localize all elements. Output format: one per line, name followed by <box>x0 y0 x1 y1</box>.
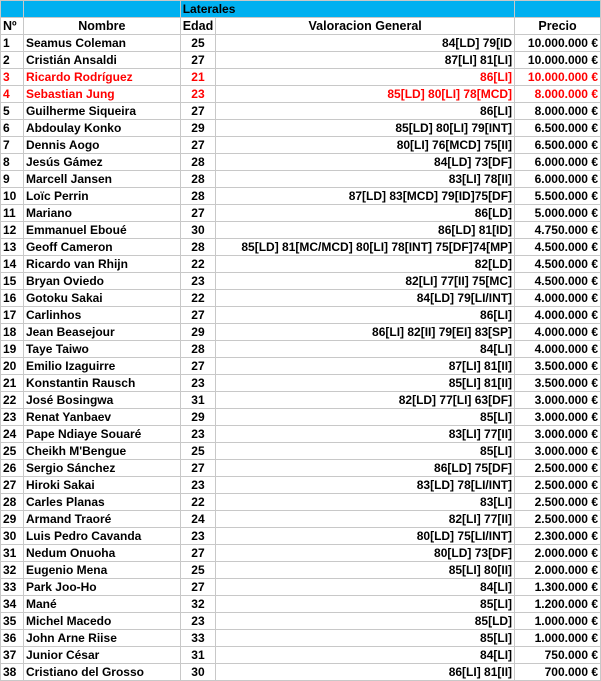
player-name[interactable]: John Arne Riise <box>23 630 180 647</box>
row-number[interactable]: 4 <box>1 86 24 103</box>
player-name[interactable]: Sergio Sánchez <box>23 460 180 477</box>
table-row <box>1 409 601 426</box>
player-rating[interactable]: 83[LI] <box>216 494 515 511</box>
row-number[interactable]: 24 <box>1 426 24 443</box>
player-price[interactable]: 1.300.000 € <box>515 579 601 596</box>
player-rating[interactable]: 87[LI] 81[LI] <box>216 52 515 69</box>
player-price[interactable]: 6.000.000 € <box>515 154 601 171</box>
row-number[interactable]: 19 <box>1 341 24 358</box>
player-price[interactable]: 3.000.000 € <box>515 443 601 460</box>
player-rating[interactable]: 84[LD] 79[LI/INT] <box>216 290 515 307</box>
row-number[interactable]: 1 <box>1 35 24 52</box>
player-price[interactable]: 2.500.000 € <box>515 460 601 477</box>
player-age[interactable]: 22 <box>180 290 216 307</box>
row-number[interactable]: 31 <box>1 545 24 562</box>
player-age[interactable]: 30 <box>180 664 216 681</box>
row-number[interactable]: 26 <box>1 460 24 477</box>
row-number[interactable]: 3 <box>1 69 24 86</box>
row-number[interactable]: 10 <box>1 188 24 205</box>
table-row <box>1 103 601 120</box>
player-age[interactable]: 32 <box>180 596 216 613</box>
header-name[interactable]: Nombre <box>23 18 180 35</box>
player-age[interactable]: 25 <box>180 562 216 579</box>
player-rating[interactable]: 85[LD] 80[LI] 79[INT] <box>216 120 515 137</box>
player-price[interactable]: 2.500.000 € <box>515 494 601 511</box>
title-spacer-cell[interactable] <box>515 1 601 18</box>
table-row <box>1 562 601 579</box>
player-price[interactable]: 3.500.000 € <box>515 375 601 392</box>
player-rating[interactable]: 85[LI] <box>216 630 515 647</box>
player-rating[interactable]: 86[LD] 81[ID] <box>216 222 515 239</box>
table-row <box>1 239 601 256</box>
player-age[interactable]: 33 <box>180 630 216 647</box>
row-number[interactable]: 33 <box>1 579 24 596</box>
table-row <box>1 460 601 477</box>
player-rating[interactable]: 83[LI] 77[II] <box>216 426 515 443</box>
player-age[interactable]: 27 <box>180 545 216 562</box>
player-name[interactable]: Mané <box>23 596 180 613</box>
row-number[interactable]: 2 <box>1 52 24 69</box>
table-row <box>1 392 601 409</box>
player-rating[interactable]: 85[LD] <box>216 613 515 630</box>
player-age[interactable]: 27 <box>180 358 216 375</box>
player-name[interactable]: Renat Yanbaev <box>23 409 180 426</box>
player-rating[interactable]: 80[LD] 75[LI/INT] <box>216 528 515 545</box>
table-row <box>1 528 601 545</box>
player-name[interactable]: Nedum Onuoha <box>23 545 180 562</box>
row-number[interactable]: 12 <box>1 222 24 239</box>
player-price[interactable]: 3.000.000 € <box>515 392 601 409</box>
player-name[interactable]: Carles Planas <box>23 494 180 511</box>
player-price[interactable]: 10.000.000 € <box>515 52 601 69</box>
row-number[interactable]: 8 <box>1 154 24 171</box>
player-age[interactable]: 27 <box>180 103 216 120</box>
row-number[interactable]: 23 <box>1 409 24 426</box>
player-name[interactable]: Guilherme Siqueira <box>23 103 180 120</box>
row-number[interactable]: 28 <box>1 494 24 511</box>
table-row <box>1 171 601 188</box>
table-row <box>1 290 601 307</box>
player-age[interactable]: 29 <box>180 324 216 341</box>
player-rating[interactable]: 83[LI] 78[II] <box>216 171 515 188</box>
table-row <box>1 52 601 69</box>
player-price[interactable]: 6.500.000 € <box>515 120 601 137</box>
table-row <box>1 579 601 596</box>
player-rating[interactable]: 87[LI] 81[II] <box>216 358 515 375</box>
player-name[interactable]: Sebastian Jung <box>23 86 180 103</box>
table-row <box>1 86 601 103</box>
row-number[interactable]: 34 <box>1 596 24 613</box>
player-price[interactable]: 3.000.000 € <box>515 409 601 426</box>
player-age[interactable]: 28 <box>180 341 216 358</box>
table-row <box>1 222 601 239</box>
player-age[interactable]: 27 <box>180 137 216 154</box>
table-title[interactable]: Laterales <box>180 1 514 18</box>
row-number[interactable]: 30 <box>1 528 24 545</box>
header-price[interactable]: Precio <box>515 18 601 35</box>
player-name[interactable]: Park Joo-Ho <box>23 579 180 596</box>
player-rating[interactable]: 84[LI] <box>216 579 515 596</box>
header-row <box>1 18 601 35</box>
player-rating[interactable]: 85[LD] 81[MC/MCD] 80[LI] 78[INT] 75[DF]74[MP] <box>216 239 515 256</box>
title-spacer-cell[interactable] <box>23 1 180 18</box>
player-age[interactable]: 27 <box>180 307 216 324</box>
player-age[interactable]: 23 <box>180 273 216 290</box>
player-age[interactable]: 29 <box>180 409 216 426</box>
table-row <box>1 494 601 511</box>
player-age[interactable]: 23 <box>180 86 216 103</box>
table-row <box>1 477 601 494</box>
player-age[interactable]: 23 <box>180 375 216 392</box>
player-name[interactable]: Emmanuel Eboué <box>23 222 180 239</box>
player-rating[interactable]: 86[LI] <box>216 69 515 86</box>
player-name[interactable]: Ricardo van Rhijn <box>23 256 180 273</box>
player-price[interactable]: 4.500.000 € <box>515 256 601 273</box>
player-age[interactable]: 28 <box>180 154 216 171</box>
table-row <box>1 375 601 392</box>
player-age[interactable]: 23 <box>180 426 216 443</box>
player-rating[interactable]: 86[LI] <box>216 103 515 120</box>
player-price[interactable]: 1.200.000 € <box>515 596 601 613</box>
player-rating[interactable]: 85[LI] 81[II] <box>216 375 515 392</box>
player-name[interactable]: Armand Traoré <box>23 511 180 528</box>
player-price[interactable]: 2.000.000 € <box>515 545 601 562</box>
player-name[interactable]: Marcell Jansen <box>23 171 180 188</box>
row-number[interactable]: 25 <box>1 443 24 460</box>
player-name[interactable]: Bryan Oviedo <box>23 273 180 290</box>
player-name[interactable]: Michel Macedo <box>23 613 180 630</box>
row-number[interactable]: 27 <box>1 477 24 494</box>
player-price[interactable]: 4.000.000 € <box>515 290 601 307</box>
title-row <box>1 1 601 18</box>
player-age[interactable]: 31 <box>180 647 216 664</box>
title-spacer-cell[interactable] <box>1 1 24 18</box>
player-name[interactable]: Junior César <box>23 647 180 664</box>
player-name[interactable]: Gotoku Sakai <box>23 290 180 307</box>
player-price[interactable]: 1.000.000 € <box>515 630 601 647</box>
player-age[interactable]: 29 <box>180 120 216 137</box>
player-price[interactable]: 8.000.000 € <box>515 103 601 120</box>
player-age[interactable]: 23 <box>180 477 216 494</box>
player-rating[interactable]: 86[LD] <box>216 205 515 222</box>
player-rating[interactable]: 84[LD] 73[DF] <box>216 154 515 171</box>
player-price[interactable]: 700.000 € <box>515 664 601 681</box>
player-age[interactable]: 25 <box>180 443 216 460</box>
player-rating[interactable]: 86[LI] 81[II] <box>216 664 515 681</box>
player-name[interactable]: Abdoulay Konko <box>23 120 180 137</box>
player-name[interactable]: Eugenio Mena <box>23 562 180 579</box>
row-number[interactable]: 36 <box>1 630 24 647</box>
player-rating[interactable]: 86[LI] <box>216 307 515 324</box>
player-rating[interactable]: 80[LI] 76[MCD] 75[II] <box>216 137 515 154</box>
row-number[interactable]: 16 <box>1 290 24 307</box>
table-row <box>1 188 601 205</box>
row-number[interactable]: 14 <box>1 256 24 273</box>
player-price[interactable]: 10.000.000 € <box>515 35 601 52</box>
row-number[interactable]: 13 <box>1 239 24 256</box>
player-rating[interactable]: 82[LD] 77[LI] 63[DF] <box>216 392 515 409</box>
player-price[interactable]: 750.000 € <box>515 647 601 664</box>
table-row <box>1 256 601 273</box>
player-name[interactable]: Cheikh M'Bengue <box>23 443 180 460</box>
row-number[interactable]: 11 <box>1 205 24 222</box>
row-number[interactable]: 9 <box>1 171 24 188</box>
player-price[interactable]: 1.000.000 € <box>515 613 601 630</box>
table-row <box>1 511 601 528</box>
player-rating[interactable]: 80[LD] 73[DF] <box>216 545 515 562</box>
player-name[interactable]: Konstantin Rausch <box>23 375 180 392</box>
table-row <box>1 358 601 375</box>
table-row <box>1 613 601 630</box>
table-row <box>1 154 601 171</box>
table-row <box>1 426 601 443</box>
player-rating[interactable]: 82[LI] 77[II] 75[MC] <box>216 273 515 290</box>
player-age[interactable]: 27 <box>180 460 216 477</box>
table-row <box>1 630 601 647</box>
player-price[interactable]: 4.500.000 € <box>515 273 601 290</box>
row-number[interactable]: 29 <box>1 511 24 528</box>
player-rating[interactable]: 84[LI] <box>216 647 515 664</box>
player-age[interactable]: 25 <box>180 35 216 52</box>
player-age[interactable]: 28 <box>180 239 216 256</box>
player-age[interactable]: 22 <box>180 494 216 511</box>
player-rating[interactable]: 85[LD] 80[LI] 78[MCD] <box>216 86 515 103</box>
player-name[interactable]: Pape Ndiaye Souaré <box>23 426 180 443</box>
player-name[interactable]: Luis Pedro Cavanda <box>23 528 180 545</box>
player-rating[interactable]: 83[LD] 78[LI/INT] <box>216 477 515 494</box>
table-row <box>1 120 601 137</box>
player-price[interactable]: 2.300.000 € <box>515 528 601 545</box>
player-price[interactable]: 4.500.000 € <box>515 239 601 256</box>
row-number[interactable]: 22 <box>1 392 24 409</box>
row-number[interactable]: 17 <box>1 307 24 324</box>
player-price[interactable]: 10.000.000 € <box>515 69 601 86</box>
table-row <box>1 341 601 358</box>
player-price[interactable]: 4.750.000 € <box>515 222 601 239</box>
player-price[interactable]: 4.000.000 € <box>515 341 601 358</box>
table-row <box>1 205 601 222</box>
player-price[interactable]: 3.000.000 € <box>515 426 601 443</box>
player-name[interactable]: Cristián Ansaldi <box>23 52 180 69</box>
table-row <box>1 307 601 324</box>
player-name[interactable]: Ricardo Rodríguez <box>23 69 180 86</box>
player-name[interactable]: Taye Taiwo <box>23 341 180 358</box>
player-name[interactable]: Emilio Izaguirre <box>23 358 180 375</box>
table-row <box>1 647 601 664</box>
row-number[interactable]: 21 <box>1 375 24 392</box>
player-name[interactable]: Mariano <box>23 205 180 222</box>
player-price[interactable]: 2.500.000 € <box>515 511 601 528</box>
player-age[interactable]: 22 <box>180 256 216 273</box>
header-num[interactable]: Nº <box>1 18 24 35</box>
row-number[interactable]: 20 <box>1 358 24 375</box>
row-number[interactable]: 35 <box>1 613 24 630</box>
player-rating[interactable]: 86[LD] 75[DF] <box>216 460 515 477</box>
table-row <box>1 137 601 154</box>
player-price[interactable]: 8.000.000 € <box>515 86 601 103</box>
player-price[interactable]: 5.500.000 € <box>515 188 601 205</box>
player-name[interactable]: Hiroki Sakai <box>23 477 180 494</box>
player-age[interactable]: 30 <box>180 222 216 239</box>
player-name[interactable]: José Bosingwa <box>23 392 180 409</box>
player-name[interactable]: Cristiano del Grosso <box>23 664 180 681</box>
player-rating[interactable]: 86[LI] 82[II] 79[EI] 83[SP] <box>216 324 515 341</box>
player-age[interactable]: 23 <box>180 613 216 630</box>
player-price[interactable]: 4.000.000 € <box>515 307 601 324</box>
player-rating[interactable]: 85[LI] 80[II] <box>216 562 515 579</box>
player-name[interactable]: Jesús Gámez <box>23 154 180 171</box>
table-row <box>1 69 601 86</box>
table-row <box>1 273 601 290</box>
table-row <box>1 443 601 460</box>
player-rating[interactable]: 85[LI] <box>216 596 515 613</box>
player-age[interactable]: 24 <box>180 511 216 528</box>
player-rating[interactable]: 87[LD] 83[MCD] 79[ID]75[DF] <box>216 188 515 205</box>
row-number[interactable]: 38 <box>1 664 24 681</box>
player-name[interactable]: Jean Beasejour <box>23 324 180 341</box>
row-number[interactable]: 37 <box>1 647 24 664</box>
player-age[interactable]: 28 <box>180 171 216 188</box>
player-age[interactable]: 23 <box>180 528 216 545</box>
row-number[interactable]: 15 <box>1 273 24 290</box>
player-name[interactable]: Loïc Perrin <box>23 188 180 205</box>
player-age[interactable]: 27 <box>180 205 216 222</box>
player-name[interactable]: Carlinhos <box>23 307 180 324</box>
player-age[interactable]: 27 <box>180 579 216 596</box>
header-rating[interactable]: Valoracion General <box>216 18 515 35</box>
player-age[interactable]: 21 <box>180 69 216 86</box>
player-price[interactable]: 6.500.000 € <box>515 137 601 154</box>
player-price[interactable]: 5.000.000 € <box>515 205 601 222</box>
player-price[interactable]: 3.500.000 € <box>515 358 601 375</box>
row-number[interactable]: 6 <box>1 120 24 137</box>
player-name[interactable]: Seamus Coleman <box>23 35 180 52</box>
player-price[interactable]: 2.500.000 € <box>515 477 601 494</box>
table-row <box>1 596 601 613</box>
table-row <box>1 664 601 681</box>
player-age[interactable]: 31 <box>180 392 216 409</box>
player-rating[interactable]: 85[LI] <box>216 409 515 426</box>
player-rating[interactable]: 84[LD] 79[ID <box>216 35 515 52</box>
player-age[interactable]: 28 <box>180 188 216 205</box>
row-number[interactable]: 32 <box>1 562 24 579</box>
player-name[interactable]: Dennis Aogo <box>23 137 180 154</box>
row-number[interactable]: 18 <box>1 324 24 341</box>
player-name[interactable]: Geoff Cameron <box>23 239 180 256</box>
header-age[interactable]: Edad <box>180 18 216 35</box>
player-price[interactable]: 4.000.000 € <box>515 324 601 341</box>
table-row <box>1 545 601 562</box>
player-age[interactable]: 27 <box>180 52 216 69</box>
player-price[interactable]: 6.000.000 € <box>515 171 601 188</box>
player-rating[interactable]: 84[LI] <box>216 341 515 358</box>
row-number[interactable]: 7 <box>1 137 24 154</box>
row-number[interactable]: 5 <box>1 103 24 120</box>
player-rating[interactable]: 85[LI] <box>216 443 515 460</box>
table-row <box>1 324 601 341</box>
player-rating[interactable]: 82[LI] 77[II] <box>216 511 515 528</box>
player-price[interactable]: 2.000.000 € <box>515 562 601 579</box>
table-row <box>1 35 601 52</box>
player-rating[interactable]: 82[LD] <box>216 256 515 273</box>
